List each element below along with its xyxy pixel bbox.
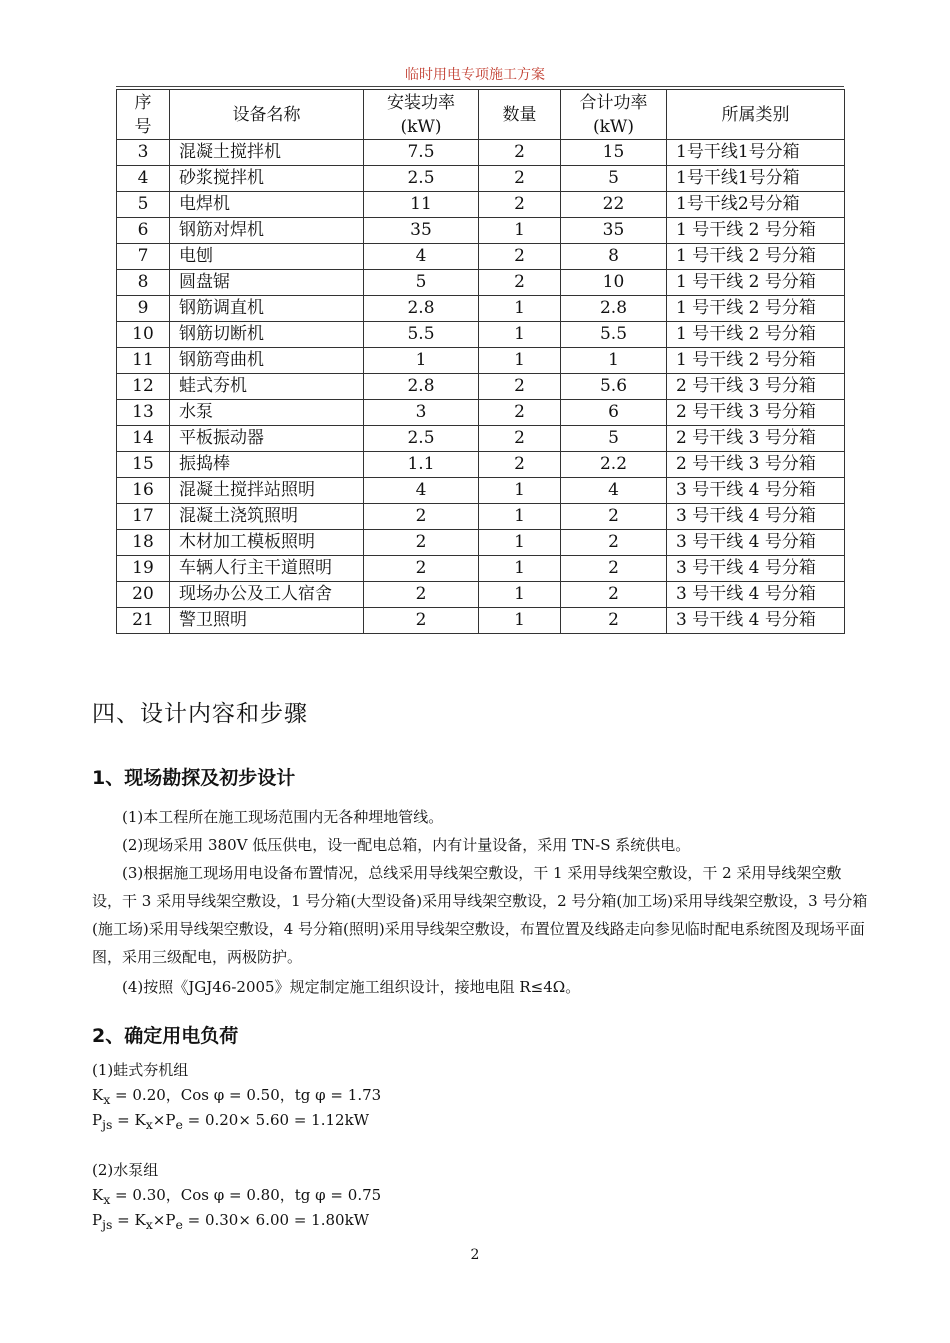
cell-quantity: 1 — [479, 348, 561, 374]
group-1-coefficients: $K_x = 0.20$，Cos φ = 0.50，tg φ = 1.73 — [92, 1086, 382, 1107]
table-row — [117, 296, 845, 322]
group-2-coefficients: $K_x = 0.30$，Cos φ = 0.80，tg φ = 0.75 — [92, 1186, 382, 1207]
cell-name: 平板振动器 — [170, 426, 364, 452]
cell-rated-power: 2.8 — [364, 374, 479, 400]
table-row — [117, 374, 845, 400]
cell-category: 2 号干线 3 号分箱 — [667, 452, 845, 478]
cell-category: 3 号干线 4 号分箱 — [667, 478, 845, 504]
cell-category: 1号干线2号分箱 — [667, 192, 845, 218]
table-row — [117, 504, 845, 530]
cell-name: 圆盘锯 — [170, 270, 364, 296]
table-row — [117, 192, 845, 218]
cell-quantity: 1 — [479, 504, 561, 530]
cell-total-power: 6 — [561, 400, 667, 426]
cell-no: 16 — [117, 478, 170, 504]
cell-total-power: 2.2 — [561, 452, 667, 478]
cell-rated-power: 11 — [364, 192, 479, 218]
subsection-heading-load: 2、确定用电负荷 — [92, 1025, 239, 1047]
cell-category: 1号干线1号分箱 — [667, 166, 845, 192]
cell-no: 7 — [117, 244, 170, 270]
table-row — [117, 218, 845, 244]
cell-name: 电刨 — [170, 244, 364, 270]
cell-quantity: 2 — [479, 400, 561, 426]
cell-name: 现场办公及工人宿舍 — [170, 582, 364, 608]
table-row — [117, 608, 845, 634]
cell-quantity: 2 — [479, 192, 561, 218]
cell-no: 21 — [117, 608, 170, 634]
table-row — [117, 140, 845, 166]
group-1-title: (1)蛙式夯机组 — [92, 1061, 189, 1079]
cell-total-power: 2 — [561, 582, 667, 608]
paragraph-3: (3)根据施工现场用电设备布置情况，总线采用导线架空敷设，干 1 采用导线架空敷设，干 2 采用导线架空敷设，干 3 采用导线架空敷设，1 号分箱(大型设备)采用导线架空敷设，2 号分箱(加工场)采用导线架空敷设，3 号分箱(施工场)采用导线架空敷设，4 号分箱(照明)采用导线架空敷设，布置位置及线路走向参见临时配电系统图及现场平面图，采用三级配电，两极防护。 — [92, 864, 868, 966]
cell-name: 钢筋弯曲机 — [170, 348, 364, 374]
cell-total-power: 2 — [561, 504, 667, 530]
cell-rated-power: 1.1 — [364, 452, 479, 478]
cell-category: 1 号干线 2 号分箱 — [667, 322, 845, 348]
cell-quantity: 2 — [479, 140, 561, 166]
cell-quantity: 1 — [479, 218, 561, 244]
cell-no: 17 — [117, 504, 170, 530]
cell-category: 3 号干线 4 号分箱 — [667, 556, 845, 582]
cell-quantity: 2 — [479, 270, 561, 296]
cell-rated-power: 3 — [364, 400, 479, 426]
cell-quantity: 2 — [479, 426, 561, 452]
cell-rated-power: 2.5 — [364, 426, 479, 452]
cell-name: 蛙式夯机 — [170, 374, 364, 400]
cell-total-power: 35 — [561, 218, 667, 244]
header-cell-quantity: 数量 — [479, 90, 561, 140]
table-row — [117, 166, 845, 192]
cell-quantity: 1 — [479, 556, 561, 582]
cell-total-power: 15 — [561, 140, 667, 166]
cell-no: 12 — [117, 374, 170, 400]
cell-name: 木材加工模板照明 — [170, 530, 364, 556]
cell-name: 车辆人行主干道照明 — [170, 556, 364, 582]
header-cell-rated-power: 安装功率 (kW) — [364, 90, 479, 140]
cell-quantity: 1 — [479, 582, 561, 608]
cell-category: 3 号干线 4 号分箱 — [667, 582, 845, 608]
cell-total-power: 5 — [561, 166, 667, 192]
paragraph-2: (2)现场采用 380V 低压供电，设一配电总箱，内有计量设备，采用 TN-S 系统供电。 — [122, 836, 691, 854]
cell-rated-power: 4 — [364, 478, 479, 504]
cell-no: 19 — [117, 556, 170, 582]
cell-no: 15 — [117, 452, 170, 478]
cell-category: 1 号干线 2 号分箱 — [667, 348, 845, 374]
table-row — [117, 582, 845, 608]
cell-rated-power: 5.5 — [364, 322, 479, 348]
table-body — [117, 140, 845, 634]
cell-rated-power: 1 — [364, 348, 479, 374]
group-2-title: (2)水泵组 — [92, 1161, 159, 1179]
cell-quantity: 2 — [479, 374, 561, 400]
cell-total-power: 4 — [561, 478, 667, 504]
cell-rated-power: 2.5 — [364, 166, 479, 192]
cell-category: 1 号干线 2 号分箱 — [667, 296, 845, 322]
cell-name: 钢筋调直机 — [170, 296, 364, 322]
cell-no: 6 — [117, 218, 170, 244]
cell-total-power: 5.6 — [561, 374, 667, 400]
cell-no: 10 — [117, 322, 170, 348]
cell-name: 混凝土搅拌站照明 — [170, 478, 364, 504]
cell-category: 1号干线1号分箱 — [667, 140, 845, 166]
equipment-table — [116, 89, 845, 634]
paragraph-1: (1)本工程所在施工现场范围内无各种埋地管线。 — [122, 808, 444, 826]
cell-no: 14 — [117, 426, 170, 452]
cell-name: 水泵 — [170, 400, 364, 426]
cell-total-power: 2 — [561, 530, 667, 556]
cell-rated-power: 2 — [364, 504, 479, 530]
cell-category: 2 号干线 3 号分箱 — [667, 400, 845, 426]
cell-quantity: 2 — [479, 166, 561, 192]
cell-category: 2 号干线 3 号分箱 — [667, 374, 845, 400]
cell-no: 18 — [117, 530, 170, 556]
cell-rated-power: 5 — [364, 270, 479, 296]
cell-no: 8 — [117, 270, 170, 296]
cell-no: 20 — [117, 582, 170, 608]
table-row — [117, 478, 845, 504]
cell-quantity: 1 — [479, 478, 561, 504]
subsection-heading-site-survey: 1、现场勘探及初步设计 — [92, 767, 296, 789]
running-header: 临时用电专项施工方案 — [405, 67, 545, 83]
cell-category: 3 号干线 4 号分箱 — [667, 504, 845, 530]
cell-total-power: 2 — [561, 556, 667, 582]
header-cell-name: 设备名称 — [170, 90, 364, 140]
table-row — [117, 556, 845, 582]
cell-category: 1 号干线 2 号分箱 — [667, 244, 845, 270]
cell-rated-power: 2 — [364, 582, 479, 608]
cell-total-power: 2 — [561, 608, 667, 634]
cell-no: 11 — [117, 348, 170, 374]
header-cell-category: 所属类别 — [667, 90, 845, 140]
cell-rated-power: 4 — [364, 244, 479, 270]
group-2-calculation: $P_{js} = K_x\times P_e = 0.30\times 6.00 = 1.80kW$ — [92, 1211, 370, 1232]
cell-total-power: 5.5 — [561, 322, 667, 348]
table-header-row — [117, 90, 845, 140]
cell-category: 1 号干线 2 号分箱 — [667, 270, 845, 296]
cell-name: 电焊机 — [170, 192, 364, 218]
table-row — [117, 452, 845, 478]
cell-category: 3 号干线 4 号分箱 — [667, 530, 845, 556]
cell-category: 3 号干线 4 号分箱 — [667, 608, 845, 634]
table-row — [117, 348, 845, 374]
header-cell-total-power: 合计功率 (kW) — [561, 90, 667, 140]
cell-total-power: 22 — [561, 192, 667, 218]
cell-category: 1 号干线 2 号分箱 — [667, 218, 845, 244]
cell-name: 砂浆搅拌机 — [170, 166, 364, 192]
cell-total-power: 10 — [561, 270, 667, 296]
cell-quantity: 2 — [479, 452, 561, 478]
cell-rated-power: 7.5 — [364, 140, 479, 166]
cell-total-power: 2.8 — [561, 296, 667, 322]
cell-total-power: 5 — [561, 426, 667, 452]
cell-total-power: 8 — [561, 244, 667, 270]
section-heading: 四、设计内容和步骤 — [92, 701, 308, 727]
cell-total-power: 1 — [561, 348, 667, 374]
cell-rated-power: 2.8 — [364, 296, 479, 322]
cell-name: 警卫照明 — [170, 608, 364, 634]
cell-quantity: 1 — [479, 322, 561, 348]
cell-name: 钢筋切断机 — [170, 322, 364, 348]
cell-no: 13 — [117, 400, 170, 426]
header-cell-no: 序 号 — [117, 90, 170, 140]
table-row — [117, 244, 845, 270]
cell-name: 混凝土浇筑照明 — [170, 504, 364, 530]
cell-quantity: 2 — [479, 244, 561, 270]
cell-rated-power: 2 — [364, 530, 479, 556]
cell-no: 9 — [117, 296, 170, 322]
table-row — [117, 270, 845, 296]
cell-quantity: 1 — [479, 296, 561, 322]
paragraph-4: (4)按照《JGJ46-2005》规定制定施工组织设计，接地电阻 R≤4Ω。 — [122, 978, 581, 996]
group-1-calculation: $P_{js} = K_x\times P_e = 0.20\times 5.60 = 1.12kW$ — [92, 1111, 370, 1132]
table-row — [117, 426, 845, 452]
cell-quantity: 1 — [479, 608, 561, 634]
cell-category: 2 号干线 3 号分箱 — [667, 426, 845, 452]
cell-rated-power: 35 — [364, 218, 479, 244]
cell-name: 混凝土搅拌机 — [170, 140, 364, 166]
cell-no: 4 — [117, 166, 170, 192]
header-rule — [116, 86, 844, 87]
table-row — [117, 400, 845, 426]
cell-quantity: 1 — [479, 530, 561, 556]
page-number: 2 — [470, 1247, 480, 1263]
cell-name: 钢筋对焊机 — [170, 218, 364, 244]
cell-name: 振捣棒 — [170, 452, 364, 478]
cell-rated-power: 2 — [364, 608, 479, 634]
cell-rated-power: 2 — [364, 556, 479, 582]
table-row — [117, 322, 845, 348]
cell-no: 5 — [117, 192, 170, 218]
cell-no: 3 — [117, 140, 170, 166]
table-row — [117, 530, 845, 556]
